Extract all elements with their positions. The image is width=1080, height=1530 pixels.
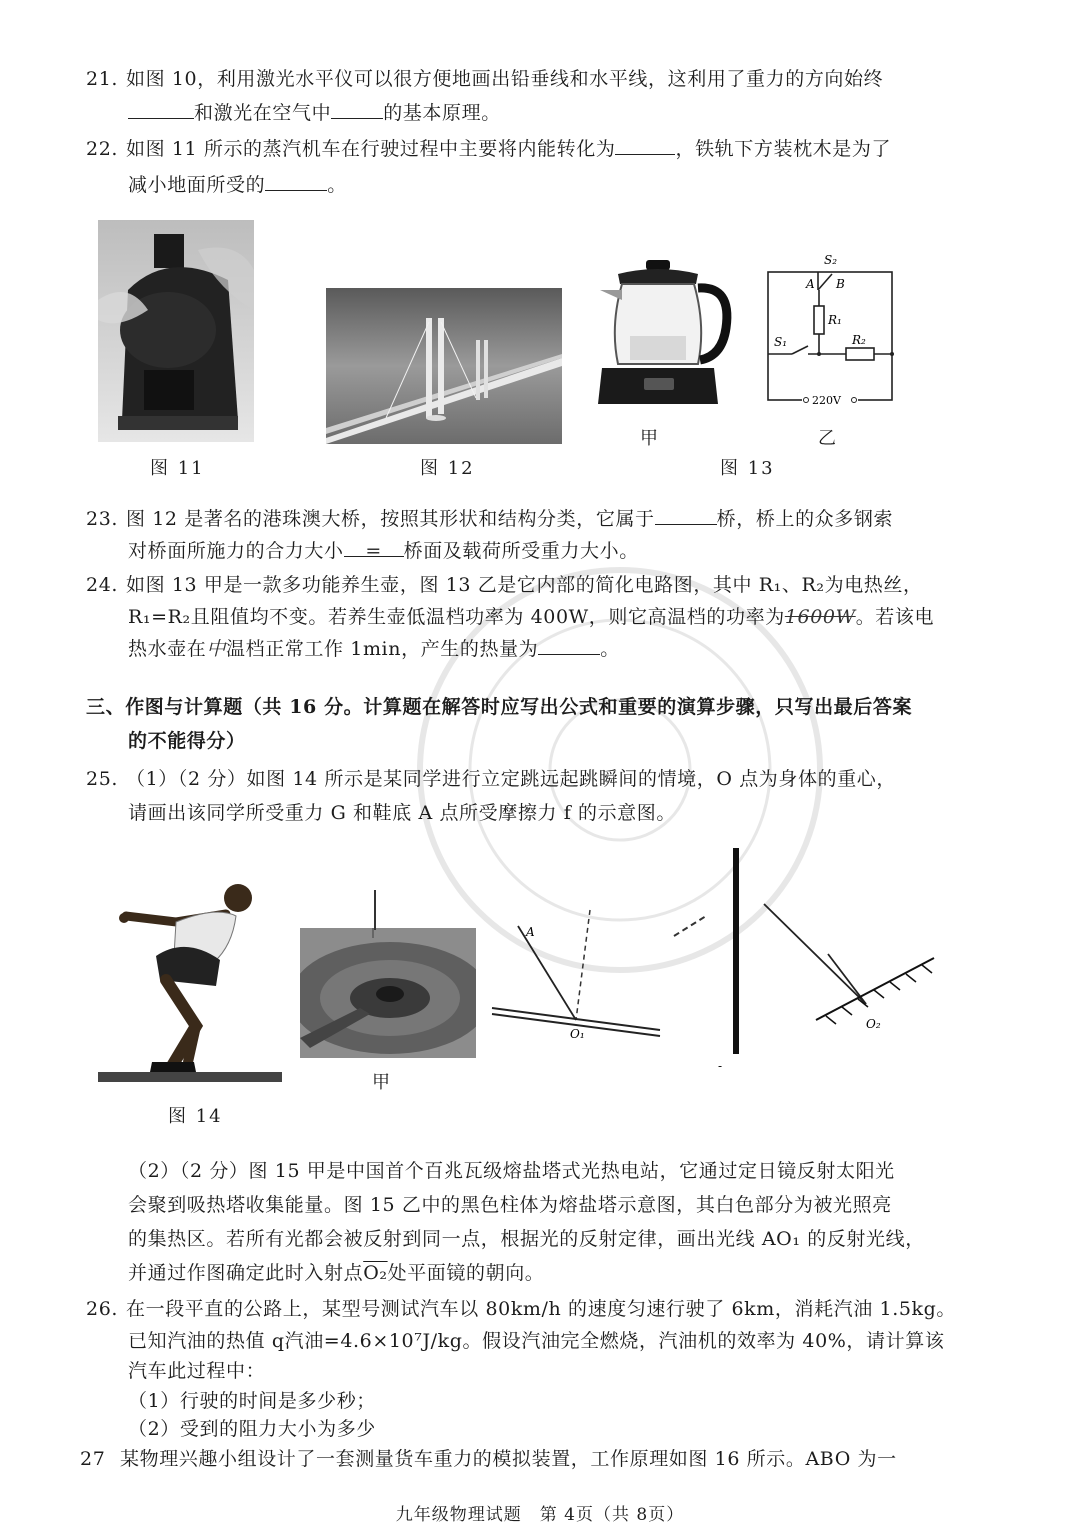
q24-text-2b: 。若该电 [855,606,935,628]
figure-13-jia-label: 甲 [640,428,660,449]
q24-text-3b: 温档正常工作 1min，产生的热量为 [226,638,539,660]
q21-end: 的基本原理。 [383,102,501,124]
tower-marker-line [370,890,380,930]
q23-line1 [86,506,893,532]
q26-line1 [86,1296,956,1322]
q21-number: 21. [86,68,119,90]
q22-text-b: ，铁轨下方装枕木是为了 [675,138,892,160]
q27-number: 27 [80,1448,106,1470]
q24-handwritten-answer: 1600W [784,606,856,628]
q22-line2 [128,172,347,198]
circuit-a-label: A [806,277,815,291]
q26-number: 26. [86,1298,119,1320]
q22-number: 22. [86,138,119,160]
figure-13-kettle-photo [594,256,734,412]
figure-12-caption: 图 12 [420,458,475,479]
circuit-s1-label: S₁ [774,335,788,349]
q21-line1 [86,66,883,92]
q21-blank-2[interactable] [331,100,383,119]
q24-text-1: 如图 13 甲是一款多功能养生壶，图 13 乙是它内部的简化电路图，其中 R₁、R₂为电热丝， [126,574,923,596]
ray-o1-label: O₁ [570,1027,585,1041]
q26-sub2: （2）受到的阻力大小为多少 [128,1418,376,1440]
q24-text-3a: 热水壶在 [128,638,207,660]
q22-blank-2[interactable] [265,172,327,191]
q24-line3 [128,636,620,662]
q23-text-c: 对桥面所施力的合力大小 [128,540,344,562]
figure-14-caption: 图 14 [168,1106,223,1127]
q22-text: 如图 11 所示的蒸汽机车在行驶过程中主要将内能转化为 [126,138,616,160]
q23-blank-2[interactable]: = [344,538,404,557]
figure-15-mirror-ray-diagram [490,900,664,1046]
q23-text-d: 桥面及载荷所受重力大小。 [403,540,639,562]
q26-sub1: （1）行驶的时间是多少秒； [128,1390,376,1412]
q25-text-1: （1）（2 分）如图 14 所示是某同学进行立定跳远起跳瞬间的情境，O 点为身体的重心， [126,768,896,790]
q25-line1 [86,766,896,792]
q21-blank-1[interactable] [128,100,194,119]
circuit-r1-label: R₁ [828,313,842,327]
tower-foot-mark: - [718,1059,723,1073]
figure-11-caption: 图 11 [150,458,205,479]
page-footer: 九年级物理试题 第 4页（共 8页） [395,1505,685,1525]
figure-12-bridge-photo [326,288,562,444]
q23-text-b: 桥，桥上的众多钢索 [716,508,894,530]
q22-period: 。 [327,174,347,196]
q26-text-1: 在一段平直的公路上，某型号测试汽车以 80km/h 的速度匀速行驶了 6km，消耗汽油 1.5kg。 [126,1298,957,1320]
figure-11-locomotive-photo [98,220,254,442]
q25-number: 25. [86,768,119,790]
q21-line2 [128,100,501,126]
circuit-voltage-label: 220V [812,394,841,407]
q24-period: 。 [600,638,620,660]
q23-blank-1[interactable] [655,506,717,525]
q21-mid: 和激光在空气中 [194,102,332,124]
figure-15-jia-solar-plant-photo [300,928,476,1058]
q25b-text-4b: 处平面镜的朝向。 [387,1262,545,1284]
q25b-o2: O₂ [363,1262,388,1284]
circuit-r2-label: R₂ [852,333,866,347]
q22-text-2: 减小地面所受的 [128,174,266,196]
figure-15-tower-diagram [666,844,952,1076]
q22-line1 [86,136,891,162]
q24-line1 [86,572,923,598]
figure-14-jumper-photo [96,876,286,1088]
q27-text-1: 某物理兴趣小组设计了一套测量货车重力的模拟装置，工作原理如图 16 所示。ABO 为一 [120,1448,897,1470]
figure-15-jia-label: 甲 [372,1072,392,1093]
figure-13-circuit-diagram [762,250,898,410]
q24-number: 24. [86,574,119,596]
q24-handwritten-mark: 中 [206,638,227,660]
q26-line3: 汽车此过程中： [128,1360,266,1382]
tower-o2-label: O₂ [866,1017,881,1031]
circuit-s2-label: S₂ [824,253,838,267]
figure-13-caption: 图 13 [720,458,775,479]
q24-line2 [128,604,934,630]
q25-line2: 请画出该同学所受重力 G 和鞋底 A 点所受摩擦力 f 的示意图。 [128,802,676,824]
q25b-line3: 的集热区。若所有光都会被反射到同一点，根据光的反射定律，画出光线 AO₁ 的反射光线， [128,1228,925,1250]
q24-text-2a: R₁=R₂且阻值均不变。若养生壶低温档功率为 400W，则它高温档的功率为 [128,606,785,628]
q23-line2 [128,538,639,564]
q23-text-a: 图 12 是著名的港珠澳大桥，按照其形状和结构分类，它属于 [126,508,655,530]
circuit-b-label: B [836,277,845,291]
q22-blank-1[interactable] [615,136,675,155]
q24-blank[interactable] [538,636,600,655]
q21-text: 如图 10，利用激光水平仪可以很方便地画出铅垂线和水平线，这利用了重力的方向始终 [126,68,884,90]
q23-number: 23. [86,508,119,530]
q25b-text-4a: 并通过作图确定此时入射点 [128,1262,364,1284]
q26-line2: 已知汽油的热值 q汽油=4.6×10⁷J/kg。假设汽油完全燃烧，汽油机的效率为 40%，请计算该 [128,1330,945,1352]
q25b-line1: （2）（2 分）图 15 甲是中国首个百兆瓦级熔盐塔式光热电站，它通过定日镜反射太阳光 [128,1160,895,1182]
q25b-line2: 会聚到吸热塔收集能量。图 15 乙中的黑色柱体为熔盐塔示意图，其白色部分为被光照亮 [128,1194,892,1216]
q25b-line4 [128,1260,544,1286]
ray-a-label: A [526,925,535,939]
q27-line1 [80,1446,897,1472]
section3-heading-2: 的不能得分） [128,730,246,752]
section3-heading: 三、作图与计算题（共 16 分。计算题在解答时应写出公式和重要的演算步骤，只写出最后答案 [86,696,913,718]
figure-13-yi-label: 乙 [818,428,838,449]
